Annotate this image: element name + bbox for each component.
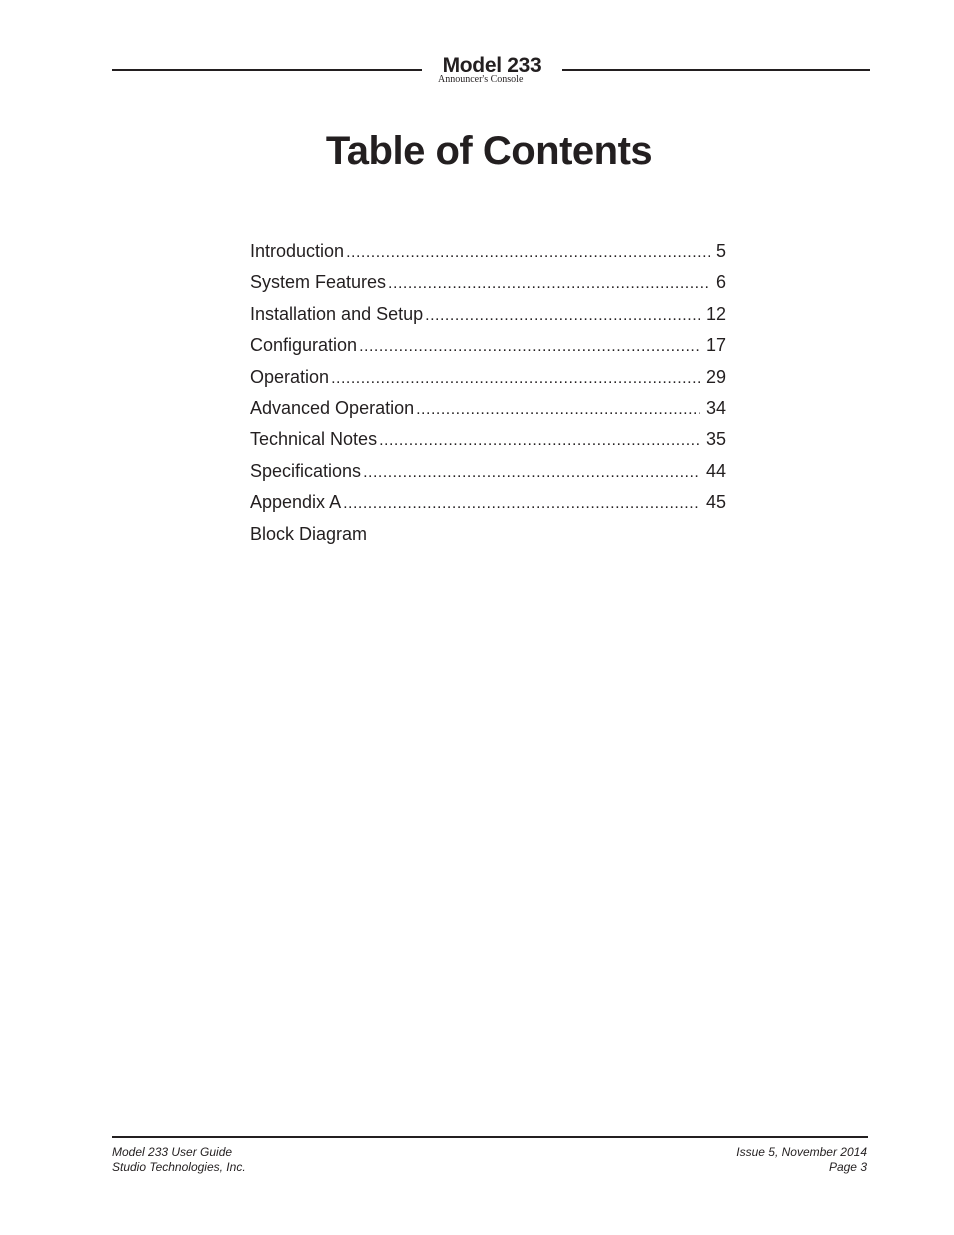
footer-page-number: Page 3 — [828, 1159, 867, 1174]
toc-entry-page: 5 — [715, 241, 726, 261]
toc-entry-label[interactable]: Specifications — [250, 460, 362, 481]
toc-entry-page: 45 — [705, 492, 726, 513]
toc-entry-page: 34 — [705, 397, 726, 418]
header-rule-right — [562, 69, 870, 71]
footer-left — [112, 1145, 246, 1174]
toc-entry-label[interactable]: Installation and Setup — [250, 303, 424, 324]
brand-subtitle: Announcer's Console — [438, 74, 524, 85]
table-of-contents — [250, 236, 726, 550]
toc-entry-page: 44 — [705, 460, 726, 481]
toc-entry-label[interactable]: Operation — [250, 366, 330, 387]
toc-entry-label[interactable]: Appendix A — [250, 492, 342, 513]
brand-model: Model 233 — [442, 54, 542, 77]
footer-right — [736, 1145, 867, 1174]
toc-entry-label[interactable]: Advanced Operation — [250, 397, 415, 418]
toc-entry-label[interactable]: Introduction — [250, 241, 345, 261]
dot-leader — [379, 425, 700, 456]
toc-entry-label[interactable]: Block Diagram — [250, 523, 368, 544]
toc-entry-page: 35 — [705, 429, 726, 450]
toc-entry-label[interactable]: Configuration — [250, 335, 358, 356]
dot-leader — [359, 331, 700, 362]
toc-entry-configuration[interactable] — [250, 330, 726, 361]
dot-leader — [388, 268, 710, 299]
dot-leader — [363, 457, 700, 488]
toc-entry-page: 12 — [705, 303, 726, 324]
dot-leader — [416, 394, 700, 425]
toc-entry-operation[interactable] — [250, 362, 726, 393]
toc-entry-page: 29 — [705, 366, 726, 387]
dot-leader — [331, 363, 700, 394]
footer-company: Studio Technologies, Inc. — [112, 1159, 246, 1174]
dot-leader — [346, 237, 710, 268]
brand-logo — [430, 55, 554, 85]
toc-entry-page: 17 — [705, 335, 726, 356]
footer-guide-title: Model 233 User Guide — [112, 1145, 233, 1159]
footer-rule — [112, 1136, 868, 1138]
page-title: Table of Contents — [325, 129, 653, 173]
dot-leader — [425, 300, 700, 331]
toc-entry-specifications[interactable] — [250, 456, 726, 487]
toc-entry-label[interactable]: Technical Notes — [250, 429, 378, 450]
toc-entry-system-features[interactable] — [250, 267, 726, 298]
toc-entry-technical-notes[interactable] — [250, 424, 726, 455]
toc-entry-installation-and-setup[interactable] — [250, 299, 726, 330]
toc-entry-appendix-a[interactable] — [250, 487, 726, 518]
toc-entry-advanced-operation[interactable] — [250, 393, 726, 424]
header-rule-left — [112, 69, 422, 71]
toc-entry-block-diagram[interactable] — [250, 519, 726, 550]
toc-entry-introduction[interactable] — [250, 236, 726, 267]
toc-entry-page: 6 — [715, 272, 726, 293]
toc-entry-label[interactable]: System Features — [250, 272, 387, 293]
dot-leader — [343, 488, 700, 519]
footer-issue: Issue 5, November 2014 — [736, 1145, 867, 1159]
